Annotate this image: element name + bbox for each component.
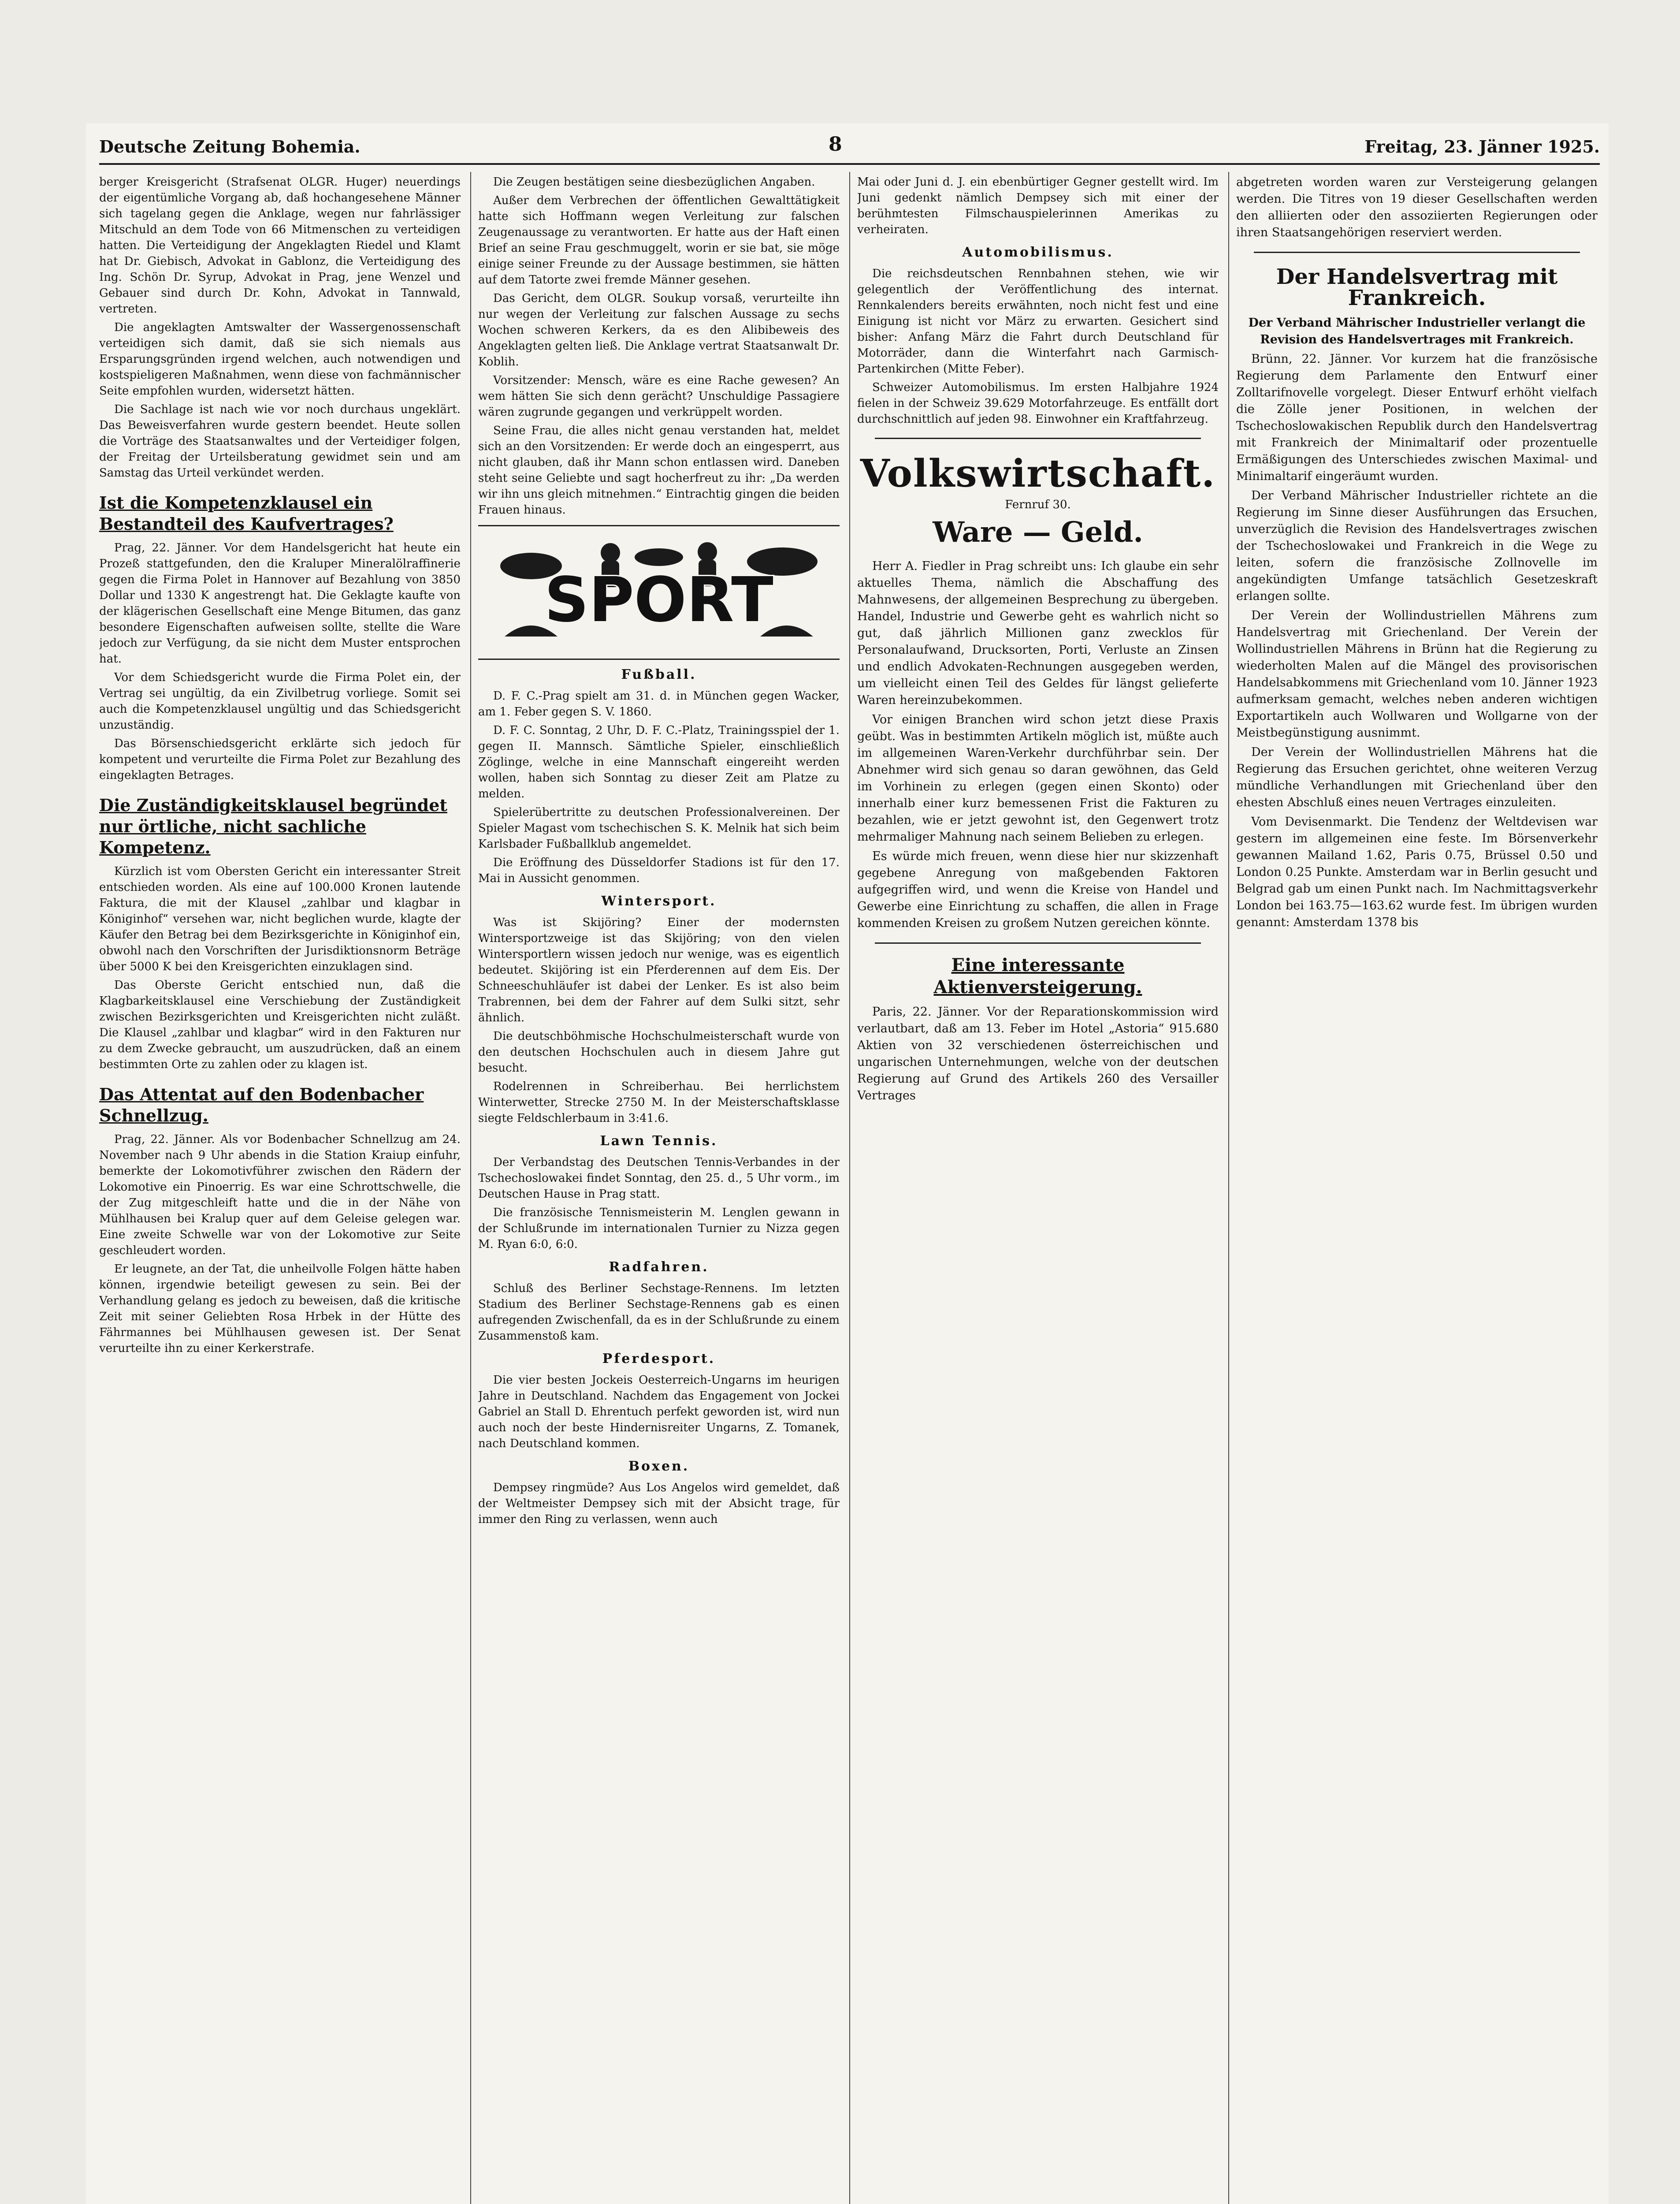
section-heading: Wintersport. [601, 894, 717, 909]
article-paragraph: Die französische Tennismeisterin M. Lenglen gewann in der Schlußrunde im internationalen Turnier zu Nizza gegen M. Ryan 6:0, 6:0. [478, 1206, 840, 1251]
article-paragraph: Der Verband Mährischer Industrieller richtete an die Regierung im Sinne dieser Ausführungen das Ersuchen, unverzüglich die Revision des Handelsvertrages zwischen der Tschechoslowakei und Frankreich in die Wege zu leiten, sofern die französische Zollnovelle im angekündigten Umfange tatsächlich Gesetzeskraft erlangen sollte. [1236, 489, 1598, 603]
article-paragraph: Prag, 22. Jänner. Vor dem Handelsgericht hat heute ein Prozeß stattgefunden, den die Kraluper Mineralölraffinerie gegen die Firma Polet in Hannover auf Bezahlung von 3850 Dollar und 1330 K angestrengt hat. Die Geklagte kaufte von der klägerischen Gesellschaft eine Menge Bitumen, das ganz besondere Eigenschaften aufweisen sollte, stellte die Ware jedoch zur Verfügung, da sie nicht dem Muster entsprochen hat. [99, 541, 461, 666]
article-headline: Eine interessante Aktienversteigerung. [933, 955, 1142, 998]
article-paragraph: Außer dem Verbrechen der öffentlichen Gewalttätigkeit hatte sich Hoffmann wegen Verleitung zur falschen Zeugenaussage zu verantworten. Er hatte aus der Haft einen Brief an seine Frau geschmuggelt, worin er sie bat, sie möge einige seiner Freunde zu der Aussage bestimmen, sie hätten auf dem Tatorte zwei fremde Männer gesehen. [478, 194, 840, 287]
column-rule [849, 172, 850, 2204]
article-paragraph: Brünn, 22. Jänner. Vor kurzem hat die französische Regierung dem Parlamente den Entwurf einer Zolltarifnovelle vorgelegt. Dieser Entwurf erhöht vielfach die Zölle jener Positionen, in welchen der Tschechoslowakischen Republik durch den Handelsvertrag mit Frankreich der Minimaltarif oder prozentuelle Ermäßigungen des Unterschiedes zwischen Maximal- und Minimaltarif eingeräumt wurden. [1236, 352, 1598, 483]
article-headline: Ist die Kompetenzklausel ein Bestandteil des Kaufvertrages? [99, 493, 394, 534]
volkswirtschaft-section-title: Volkswirtschaft. [860, 451, 1216, 496]
article-paragraph: Der Verein der Wollindustriellen Mährens zum Handelsvertrag mit Griechenland. Der Verein der Wollindustriellen Mährens in Brünn hat die Regierung zu wiederholten Malen auf die Mängel des provisorischen Handelsabkommens mit Griechenland vom 10. Jänner 1923 aufmerksam gemacht, welches neben anderen wichtigen Exportartikeln auch Wollwaren und Wollgarne von der Meistbegünstigung ausnimmt. [1236, 609, 1598, 740]
article-paragraph: D. F. C. Sonntag, 2 Uhr, D. F. C.-Platz, Trainingsspiel der 1. gegen II. Mannsch. Sämtliche Spieler, einschließlich Zöglinge, welche in eine Mannschaft eingereiht werden wollen, haben sich Sonntag zu dieser Zeit am Platze zu melden. [478, 724, 840, 800]
column-rule [1228, 172, 1229, 2204]
article-paragraph: Was ist Skijöring? Einer der modernsten Wintersportzweige ist das Skijöring; von den vielen Wintersportlern wissen jedoch nur wenige, was es eigentlich bedeutet. Skijöring ist ein Pferderennen auf dem Eis. Der Schneeschuhläufer ist dabei der Lenker. Es ist also beim Trabrennen, bei dem der Fahrer auf dem Sulki sitzt, sehr ähnlich. [478, 916, 840, 1024]
article-paragraph: abgetreten worden waren zur Versteigerung gelangen werden. Die Titres von 19 dieser Gesellschaften werden den alliierten oder den assoziierten Regierungen oder ihren Staatsangehörigen reserviert werden. [1236, 175, 1598, 239]
article-paragraph: Die Eröffnung des Düsseldorfer Stadions ist für den 17. Mai in Aussicht genommen. [478, 856, 840, 885]
column-3 [857, 174, 1219, 2204]
section-heading: Automobilismus. [962, 245, 1114, 260]
section-heading: Radfahren. [609, 1259, 709, 1275]
article-paragraph: Die Zeugen bestätigen seine diesbezüglichen Angaben. [493, 175, 815, 189]
section-divider [875, 942, 1201, 944]
section-heading: Fußball. [621, 667, 697, 682]
header-rule [99, 163, 1600, 165]
article-paragraph: Schweizer Automobilismus. Im ersten Halbjahre 1924 fielen in der Schweiz 39.629 Motorfahrzeuge. Es entfällt dort durchschnittlich auf jeden 98. Einwohner ein Kraftfahrzeug. [857, 381, 1219, 426]
article-paragraph: Die Sachlage ist nach wie vor noch durchaus ungeklärt. Das Beweisverfahren wurde gestern beendet. Heute sollen die Vorträge des Staatsanwaltes und der Verteidiger folgen, der Freitag der Urteilsberatung gewidmet sein und am Samstag das Urteil verkündet werden. [99, 403, 461, 480]
article-paragraph: Dempsey ringmüde? Aus Los Angelos wird gemeldet, daß der Weltmeister Dempsey sich mit der Absicht trage, für immer den Ring zu verlassen, wenn auch [478, 1481, 840, 1526]
article-paragraph: Das Börsenschiedsgericht erklärte sich jedoch für kompetent und verurteilte die Firma Polet zur Bezahlung des eingeklagten Betrages. [99, 737, 461, 782]
article-headline: Die Zuständigkeitsklausel begründet nur örtliche, nicht sachliche Kompetenz. [99, 795, 447, 857]
article-paragraph: Vor einigen Branchen wird schon jetzt diese Praxis geübt. Was in bestimmten Artikeln möglich ist, müßte auch im allgemeinen Waren-Verkehr durchführbar sein. Der Abnehmer wird sich genau so daran gewöhnen, das Geld im Vorhinein zu erlegen (gegen einen Skonto) oder innerhalb einer kurz bemessenen Frist die Fakturen zu bezahlen, wie er jetzt gewohnt ist, den Gegenwert trotz mehrmaliger Mahnung nach seinem Belieben zu erlegen. [857, 713, 1219, 844]
sport-banner-illustration [478, 526, 840, 659]
section-divider [1254, 252, 1580, 253]
article-paragraph: Der Verbandstag des Deutschen Tennis-Verbandes in der Tschechoslowakei findet Sonntag, den 25. d., 5 Uhr vorm., im Deutschen Hause in Prag statt. [478, 1156, 840, 1201]
article-paragraph: Er leugnete, an der Tat, die unheilvolle Folgen hätte haben können, irgendwie beteiligt gewesen zu sein. Bei der Verhandlung gelang es jedoch zu beweisen, daß die kritische Zeit mit seiner Geliebten Rosa Hrbek in der Hütte des Fährmannes bei Mühlhausen gewesen ist. Der Senat verurteilte ihn zu einer Kerkerstrafe. [99, 1262, 461, 1355]
article-paragraph: Mai oder Juni d. J. ein ebenbürtiger Gegner gestellt wird. Im Juni gedenkt nämlich Dempsey sich mit einer der berühmtesten Filmschauspielerinnen Amerikas zu verheiraten. [857, 175, 1219, 236]
article-paragraph: Vor dem Schiedsgericht wurde die Firma Polet ein, der Vertrag sei ungültig, da ein Zivilbetrug vorliege. Somit sei auch die Kompetenzklausel ungültig und das Schiedsgericht unzuständig. [99, 671, 461, 732]
article-paragraph: Schluß des Berliner Sechstage-Rennens. Im letzten Stadium des Berliner Sechstage-Rennens gab es einen aufregenden Zwischenfall, da es in der Schlußrunde zu einem Zusammenstoß kam. [478, 1282, 840, 1343]
article-paragraph: Rodelrennen in Schreiberhau. Bei herrlichstem Winterwetter, Strecke 2750 M. In der Meisterschaftsklasse siegte Feldschlerbaum in 3:41.6. [478, 1080, 840, 1125]
article-paragraph: Paris, 22. Jänner. Vor der Reparationskommission wird verlautbart, daß am 13. Feber im Hotel „Astoria“ 915.680 Aktien von 32 verschiedenen österreichischen und ungarischen Unternehmungen, welche von der deutschen Regierung auf Grund des Artikels 260 des Versailler Vertrages [857, 1005, 1219, 1102]
article-paragraph: Der Verein der Wollindustriellen Mährens hat die Regierung das Ersuchen gerichtet, ohne weiteren Verzug mündliche Verhandlungen mit Griechenland über den ehesten Abschluß eines neuen Vertrages einzuleiten. [1236, 745, 1598, 809]
article-paragraph: Seine Frau, die alles nicht genau verstanden hat, meldet sich an den Vorsitzenden: Er werde doch an eingesperrt, aus nicht glauben, daß ihr Mann schon entlassen wird. Daneben steht seine Geliebte und sagt hocherfreut zu ihr: „Da werden wir ihn uns gleich mitnehmen.“ Eintrachtig gingen die beiden Frauen hinaus. [478, 424, 840, 517]
article-paragraph: Die reichsdeutschen Rennbahnen stehen, wie wir gelegentlich der Veröffentlichung des internat. Rennkalenders bereits erwähnten, noch nicht fest und eine Einigung ist nicht vor März zu erwarten. Gesichert sind bisher: Anfang März die Fahrt durch Deutschland für Motorräder, dann die Winterfahrt nach Garmisch-Partenkirchen (Mitte Feber). [857, 267, 1219, 376]
sport-banner-word: SPORT [544, 564, 773, 636]
column-4 [1236, 174, 1598, 2204]
article-paragraph: Herr A. Fiedler in Prag schreibt uns: Ich glaube ein sehr aktuelles Thema, nämlich die Abschaffung des Mahnwesens, der allgemeinen Besprechung zu übergeben. Handel, Industrie und Gewerbe geht es wahrlich nicht so gut, daß jährlich Millionen ganz zwecklos für Personalaufwand, Drucksorten, Porti, Verluste an Zinsen und endlich Advokaten-Rechnungen ausgegeben werden, um vielleicht einen Teil des Geldes für längst gelieferte Waren hereinzubekommen. [857, 559, 1219, 707]
article-paragraph: Die angeklagten Amtswalter der Wassergenossenschaft verteidigen sich damit, daß sie sich niemals aus Ersparungsgründen irgend welchen, auch notwendigen und kostspieligeren Maßnahmen, wenn diese von fachmännischer Seite empfohlen wurden, widersetzt hätten. [99, 321, 461, 398]
column-1 [99, 174, 461, 2204]
article-paragraph: Vom Devisenmarkt. Die Tendenz der Weltdevisen war gestern im allgemeinen eine feste. Im Börsenverkehr gewannen Mailand 1.62, Paris 0.75, Brüssel 0.50 und London 0.25 Punkte. Amsterdam war in Berlin gesucht und Belgrad gab um einen Punkt nach. Im Nachmittagsverkehr London bei 163.75—163.62 wurde fest. Im übrigen wurden genannt: Amsterdam 1378 bis [1236, 815, 1598, 929]
section-phone: Fernruf 30. [1005, 498, 1071, 511]
section-heading: Lawn Tennis. [600, 1133, 718, 1149]
article-paragraph: Die deutschböhmische Hochschulmeisterschaft wurde von den deutschen Hochschulen auch in diesem Jahre gut besucht. [478, 1030, 840, 1075]
article-paragraph: Vorsitzender: Mensch, wäre es eine Rache gewesen? An wem hätten Sie sich denn gerächt? Unschuldige Passagiere wären zugrunde gegangen und verkrüppelt worden. [478, 374, 840, 419]
paper-name: Deutsche Zeitung Bohemia. [99, 137, 361, 156]
section-divider [875, 438, 1201, 439]
section-heading: Pferdesport. [602, 1351, 716, 1366]
article-paragraph: Das Oberste Gericht entschied nun, daß die Klagbarkeitsklausel eine Verschiebung der Zuständigkeit zwischen Bezirksgerichten und Kreisgerichten nicht zuläßt. Die Klausel „zahlbar und klagbar“ wird in den Fakturen nur zu dem Zwecke gebraucht, um auszudrücken, daß an einem bestimmten Orte zu zahlen oder zu klagen ist. [99, 979, 461, 1071]
sport-section-banner [478, 525, 840, 660]
page-number: 8 [829, 133, 842, 156]
article-paragraph: Spielerübertritte zu deutschen Professionalvereinen. Der Spieler Magast vom tschechischen S. K. Melnik hat sich beim Karlsbader Fußballklub angemeldet. [478, 806, 840, 851]
article-headline: Der Handelsvertrag mit Frankreich. [1276, 264, 1558, 310]
article-paragraph: Es würde mich freuen, wenn diese hier nur skizzenhaft gegebene Anregung von maßgebenden Faktoren aufgegriffen wird, und wenn die Kreise von Handel und Gewerbe eine Einrichtung zu schaffen, die allen in Frage kommenden Kreisen zu großem Nutzen gereichen könnte. [857, 849, 1219, 930]
section-heading: Boxen. [628, 1459, 690, 1474]
issue-date: Freitag, 23. Jänner 1925. [1364, 137, 1600, 156]
article-paragraph: berger Kreisgericht (Strafsenat OLGR. Huger) neuerdings der eigentümliche Vorgang ab, daß hochangesehene Männer sich tagelang gegen die Anklage, wegen nur fahrlässiger Mitschuld an dem Tode von 66 Mitmenschen zu verteidigen hatten. Die Verteidigung der Angeklagten Riedel und Klamt hat Dr. Giebisch, Advokat in Gablonz, die Verteidigung des Ing. Schön Dr. Syrup, Advokat in Prag, jene Wenzel und Gebauer sind durch Dr. Kohn, Advokat in Tannwald, vertreten. [99, 175, 461, 316]
column-2 [478, 174, 840, 2204]
article-paragraph: Das Gericht, dem OLGR. Soukup vorsaß, verurteilte ihn nur wegen der Verleitung zur falschen Aussage zu sechs Wochen schweren Kerkers, da es den Alibibeweis des Angeklagten gelten ließ. Die Anklage vertrat Staatsanwalt Dr. Koblih. [478, 292, 840, 369]
article-paragraph: Prag, 22. Jänner. Als vor Bodenbacher Schnellzug am 24. November nach 9 Uhr abends in die Station Kraiup einfuhr, bemerkte der Lokomotivführer zwischen den Rädern der Lokomotive ein Pinoerrig. Es war eine Schrottschwelle, die der Zug mitgeschleift hatte und die in der Nähe von Mühlhausen bei Kralup quer auf dem Geleise gelegen war. Eine zweite Schwelle war von der Lokomotive zur Seite geschleudert worden. [99, 1133, 461, 1257]
page-header [99, 131, 1600, 162]
article-headline: Ware — Geld. [933, 516, 1143, 549]
column-rule [470, 172, 471, 2204]
article-subheadline: Der Verband Mährischer Industrieller verlangt die Revision des Handelsvertrages mit Frankreich. [1248, 316, 1586, 346]
article-paragraph: Kürzlich ist vom Obersten Gericht ein interessanter Streit entschieden worden. Als eine auf 100.000 Kronen lautende Faktura, die mit der Klausel „zahlbar und klagbar in Königinhof“ versehen war, nicht beglichen wurde, klagte der Käufer den Betrag bei dem Bezirksgerichte in Königinhof ein, obwohl nach den Vorschriften der Jurisdiktionsnorm Beträge über 5000 K bei den Kreisgerichten einzuklagen sind. [99, 865, 461, 973]
article-paragraph: Die vier besten Jockeis Oesterreich-Ungarns im heurigen Jahre in Deutschland. Nachdem das Engagement von Jockei Gabriel an Stall D. Ehrentuch perfekt geworden ist, wird nun auch noch der beste Hindernisreiter Ungarns, Z. Tomanek, nach Deutschland kommen. [478, 1374, 840, 1450]
article-headline: Das Attentat auf den Bodenbacher Schnellzug. [99, 1084, 424, 1125]
article-paragraph: D. F. C.-Prag spielt am 31. d. in München gegen Wacker, am 1. Feber gegen S. V. 1860. [478, 689, 840, 719]
